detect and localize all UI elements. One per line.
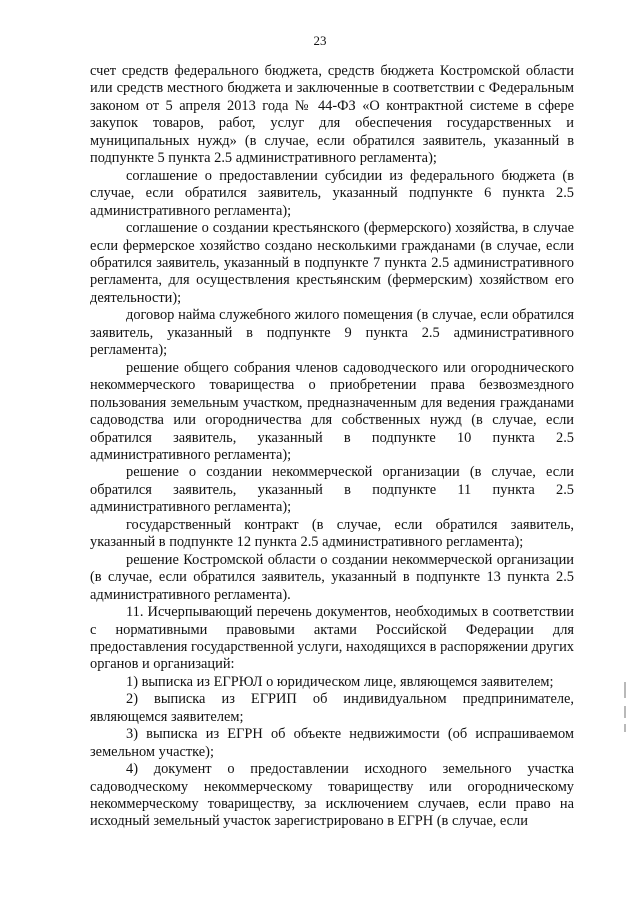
paragraph-3: соглашение о создании крестьянского (фермерского) хозяйства, в случае если фермерское хозяйство создано несколькими гражданами (в случае, если обратился заявитель, указанный в подпункте 7 пункта 2.5 административного регламента, для осуществления крестьянским (фермерским) хозяйством его деятельности); [90, 220, 574, 306]
paragraph-11: 2) выписка из ЕГРИП об индивидуальном предпринимателе, являющемся заявителем; [90, 691, 574, 725]
paragraph-10: 1) выписка из ЕГРЮЛ о юридическом лице, являющемся заявителем; [126, 673, 554, 690]
paragraph-13: 4) документ о предоставлении исходного земельного участка садоводческому некоммерческому товариществу или огородническому некоммерческому товариществу, за исключением случаев, если право на исходный земельный участок зарегистрировано в ЕГРН (в случае, если [90, 761, 574, 830]
paragraph-1: счет средств федерального бюджета, средств бюджета Костромской области или средств местного бюджета и заключенные в соответствии с Федеральным законом от 5 апреля 2013 года № 44-ФЗ «О контрактной системе в сфере закупок товаров, работ, услуг для обеспечения государственных и муниципальных нужд» (в случае, если обратился заявитель, указанный в подпункте 5 пункта 2.5 административного регламента); [90, 63, 574, 167]
scan-edge-mark [624, 706, 626, 718]
scan-edge-mark [624, 682, 626, 698]
scan-edge-mark [624, 724, 626, 732]
paragraph-9: 11. Исчерпывающий перечень документов, необходимых в соответствии с нормативными правовыми актами Российской Федерации для предоставления государственной услуги, находящихся в распоряжении других органов и организаций: [90, 604, 574, 673]
paragraph-6: решение о создании некоммерческой организации (в случае, если обратился заявитель, указанный в подпункте 11 пункта 2.5 административного регламента); [90, 464, 574, 516]
paragraph-7: государственный контракт (в случае, если обратился заявитель, указанный в подпункте 12 пункта 2.5 административного регламента); [90, 516, 574, 551]
document-body [90, 63, 574, 831]
paragraph-5: решение общего собрания членов садоводческого или огороднического некоммерческого товарищества о приобретении права безвозмездного пользования земельным участком, предназначенным для ведения гражданами садоводства или огородничества для собственных нужд (в случае, если обратился заявитель, указанный в подпункте 10 пункта 2.5 административного регламента); [90, 359, 574, 463]
paragraph-4: договор найма служебного жилого помещения (в случае, если обратился заявитель, указанный в подпункте 9 пункта 2.5 административного регламента); [90, 307, 574, 359]
paragraph-12: 3) выписка из ЕГРН об объекте недвижимости (об испрашиваемом земельном участке); [90, 726, 574, 760]
paragraph-2: соглашение о предоставлении субсидии из федерального бюджета (в случае, если обратился заявитель, указанный подпункте 6 пункта 2.5 административного регламента); [90, 167, 574, 219]
page-number: 23 [313, 33, 327, 48]
paragraph-8: решение Костромской области о создании некоммерческой организации (в случае, если обратился заявитель, указанный в подпункте 13 пункта 2.5 административного регламента). [90, 551, 574, 603]
